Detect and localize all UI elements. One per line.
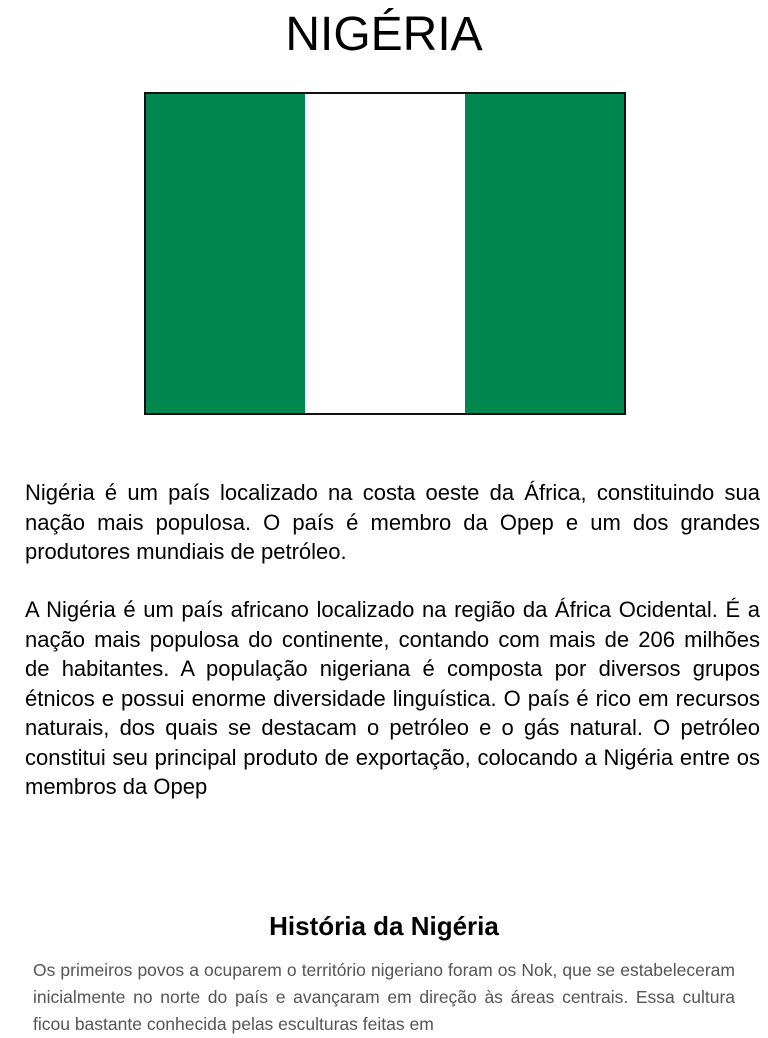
flag-stripe-green-right bbox=[465, 94, 624, 413]
page-title: NIGÉRIA bbox=[285, 8, 483, 61]
nigeria-flag bbox=[144, 92, 626, 415]
history-heading: História da Nigéria bbox=[269, 911, 499, 941]
intro-paragraph: Nigéria é um país localizado na costa oeste da África, constituindo sua nação mais populosa. O país é membro da Opep e um dos grandes produtores mundiais de petróleo. bbox=[25, 480, 760, 564]
description-paragraph: A Nigéria é um país africano localizado na região da África Ocidental. É a nação mais populosa do continente, contando com mais de 206 milhões de habitantes. A população nigeriana é composta por diversos grupos étnicos e possui enorme diversidade linguística. O país é rico em recursos naturais, dos quais se destacam o petróleo e o gás natural. O petróleo constitui seu principal produto de exportação, colocando a Nigéria entre os membros da Opep bbox=[25, 597, 760, 799]
flag-stripe-white-center bbox=[305, 94, 464, 413]
flag-stripe-green-left bbox=[146, 94, 305, 413]
history-paragraph: Os primeiros povos a ocuparem o território nigeriano foram os Nok, que se estabeleceram inicialmente no norte do país e avançaram em direção às áreas centrais. Essa cultura ficou bastante conhecida pelas esculturas feitas em bbox=[33, 960, 735, 1034]
